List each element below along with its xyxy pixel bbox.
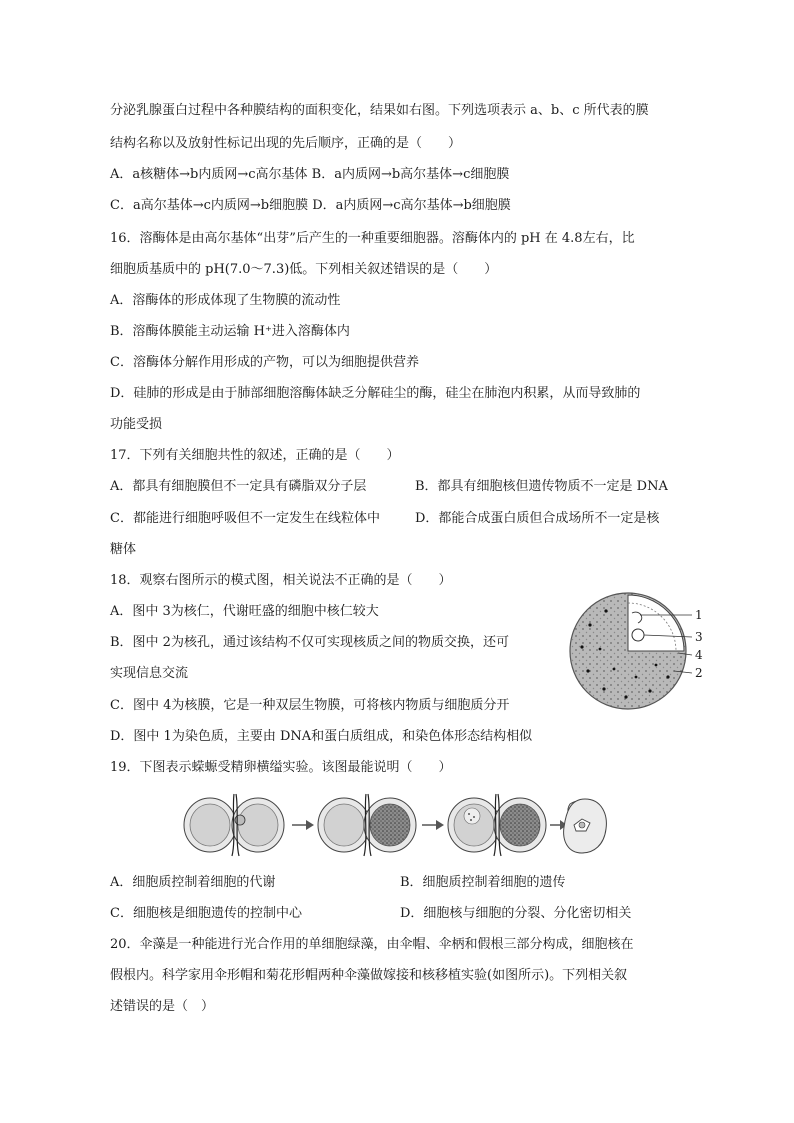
q16-stem-line1: 16．溶酶体是由高尔基体“出芽”后产生的一种重要细胞器。溶酶体内的 pH 在 4.8左右，比	[110, 231, 635, 246]
nucleolus-shape	[632, 629, 644, 641]
q18-option-c: C．图中 4为核膜，它是一种双层生物膜，可将核内物质与细胞质分开	[110, 698, 510, 713]
arrow-icon	[422, 820, 444, 830]
egg-stage-5-separated	[560, 795, 610, 857]
figure-label-4: 4	[695, 648, 703, 662]
figure-label-1: 1	[695, 608, 703, 622]
ligation-experiment-diagram	[182, 790, 612, 860]
nucleus-diagram	[560, 585, 720, 715]
q19-option-a: A．细胞质控制着细胞的代谢	[110, 875, 276, 890]
q18-option-b-line2: 实现信息交流	[110, 666, 189, 681]
q20-stem-line2: 假根内。科学家用伞形帽和菊花形帽两种伞藻做嫁接和核移植实验(如图所示)。下列相关叙	[110, 968, 628, 983]
q16-option-b: B．溶酶体膜能主动运输 H⁺进入溶酶体内	[110, 324, 350, 339]
figure-label-2: 2	[695, 666, 703, 680]
arrow-icon	[292, 820, 314, 830]
q16-option-c: C．溶酶体分解作用形成的产物，可以为细胞提供营养	[110, 355, 419, 370]
q17-option-b: B．都具有细胞核但遗传物质不一定是 DNA	[415, 479, 668, 494]
q20-stem-line3: 述错误的是（ ）	[110, 999, 215, 1014]
q18-option-a: A．图中 3为核仁，代谢旺盛的细胞中核仁较大	[110, 604, 379, 619]
q16-option-a: A．溶酶体的形成体现了生物膜的流动性	[110, 293, 341, 308]
q20-stem-line1: 20．伞藻是一种能进行光合作用的单细胞绿藻，由伞帽、伞柄和假根三部分构成，细胞核在	[110, 937, 634, 952]
q16-stem-line2: 细胞质基质中的 pH(7.0～7.3)低。下列相关叙述错误的是（ ）	[110, 262, 498, 277]
q17-option-a: A．都具有细胞膜但不一定具有磷脂双分子层	[110, 479, 367, 494]
q15-options-cd: C．a高尔基体→c内质网→b细胞膜 D．a内质网→c高尔基体→b细胞膜	[110, 198, 511, 213]
q17-option-d-line2: 糖体	[110, 542, 137, 557]
q17-stem: 17．下列有关细胞共性的叙述，正确的是（ ）	[110, 448, 400, 463]
q15-options-ab: A．a核糖体→b内质网→c高尔基体 B．a内质网→b高尔基体→c细胞膜	[110, 167, 510, 182]
q15-stem-line1: 分泌乳腺蛋白过程中各种膜结构的面积变化，结果如右图。下列选项表示 a、b、c 所代表的膜	[110, 103, 649, 118]
q19-option-c: C．细胞核是细胞遗传的控制中心	[110, 906, 302, 921]
q16-option-d-line2: 功能受损	[110, 417, 163, 432]
egg-stage-3	[448, 794, 546, 856]
q17-option-c: C．都能进行细胞呼吸但不一定发生在线粒体中	[110, 511, 380, 526]
q18-stem: 18．观察右图所示的模式图，相关说法不正确的是（ ）	[110, 573, 452, 588]
q15-stem-line2: 结构名称以及放射性标记出现的先后顺序，正确的是（ ）	[110, 136, 462, 151]
q16-option-d-line1: D．硅肺的形成是由于肺部细胞溶酶体缺乏分解硅尘的酶，硅尘在肺泡内积累，从而导致肺的	[110, 386, 641, 401]
egg-stage-1	[184, 794, 284, 856]
q18-option-b-line1: B．图中 2为核孔，通过该结构不仅可实现核质之间的物质交换，还可	[110, 635, 509, 650]
egg-stage-2	[318, 794, 416, 856]
q19-option-d: D．细胞核与细胞的分裂、分化密切相关	[400, 906, 632, 921]
q18-option-d: D．图中 1为染色质，主要由 DNA和蛋白质组成，和染色体形态结构相似	[110, 729, 533, 744]
q19-option-b: B．细胞质控制着细胞的遗传	[400, 875, 566, 890]
q19-stem: 19．下图表示蝾螈受精卵横缢实验。该图最能说明（ ）	[110, 760, 452, 775]
q17-option-d-line1: D．都能合成蛋白质但合成场所不一定是核	[415, 511, 660, 526]
figure-label-3: 3	[695, 630, 703, 644]
